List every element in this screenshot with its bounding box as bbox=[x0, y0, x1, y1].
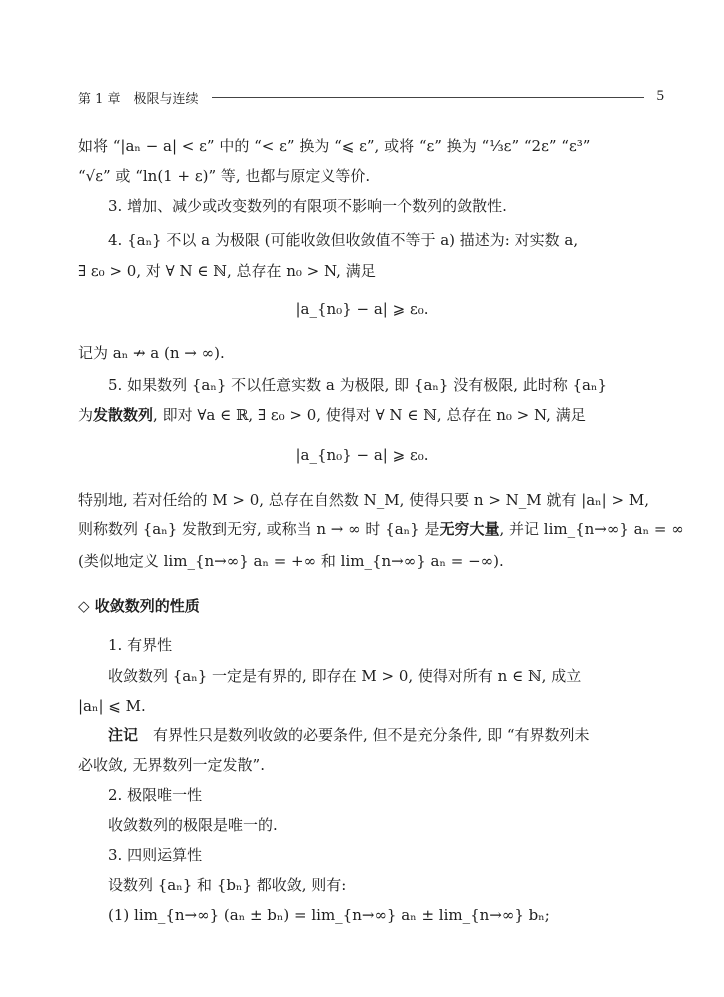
text-line: 设数列 {aₙ} 和 {bₙ} 都收敛, 则有: bbox=[108, 876, 347, 894]
text-line: 必收敛, 无界数列一定发散”. bbox=[78, 756, 265, 774]
display-formula: |a_{n₀} − a| ⩾ ε₀. bbox=[295, 446, 429, 464]
text-line: 5. 如果数列 {aₙ} 不以任意实数 a 为极限, 即 {aₙ} 没有极限, 此时称 {aₙ} bbox=[108, 376, 608, 394]
text-line: 如将 “|aₙ − a| < ε” 中的 “< ε” 换为 “⩽ ε”, 或将 “ε” 换为 “⅓ε” “2ε” “ε³” bbox=[78, 137, 591, 155]
display-formula: |a_{n₀} − a| ⩾ ε₀. bbox=[295, 300, 429, 318]
section-heading: ◇ 收敛数列的性质 bbox=[78, 597, 200, 615]
term-infinitely-large: 无穷大量 bbox=[439, 520, 500, 538]
text-line: 3. 增加、减少或改变数列的有限项不影响一个数列的敛散性. bbox=[108, 197, 507, 215]
running-header: 第 1 章 极限与连续 bbox=[78, 92, 199, 107]
text-line: 记为 aₙ ↛ a (n → ∞). bbox=[78, 344, 225, 362]
text-line: |aₙ| ⩽ M. bbox=[78, 697, 146, 715]
text-line: 特别地, 若对任给的 M > 0, 总存在自然数 N_M, 使得只要 n > N_M 就有 |aₙ| > M, bbox=[78, 491, 649, 509]
header-rule bbox=[212, 97, 644, 98]
text-line: 收敛数列 {aₙ} 一定是有界的, 即存在 M > 0, 使得对所有 n ∈ ℕ, 成立 bbox=[108, 667, 582, 685]
text-line: (1) lim_{n→∞} (aₙ ± bₙ) = lim_{n→∞} aₙ ± lim_{n→∞} bₙ; bbox=[108, 906, 550, 924]
text-line: (类似地定义 lim_{n→∞} aₙ = +∞ 和 lim_{n→∞} aₙ = −∞). bbox=[78, 552, 504, 570]
text-line: 2. 极限唯一性 bbox=[108, 786, 203, 804]
remark-label: 注记 bbox=[108, 726, 139, 744]
text-line: 为发散数列, 即对 ∀a ∈ ℝ, ∃ ε₀ > 0, 使得对 ∀ N ∈ ℕ, 总存在 n₀ > N, 满足 bbox=[78, 406, 586, 424]
text-line: 3. 四则运算性 bbox=[108, 846, 203, 864]
text-line: 4. {aₙ} 不以 a 为极限 (可能收敛但收敛值不等于 a) 描述为: 对实数 a, bbox=[108, 231, 579, 249]
text-line: 1. 有界性 bbox=[108, 636, 173, 654]
text-line: 则称数列 {aₙ} 发散到无穷, 或称当 n → ∞ 时 {aₙ} 是无穷大量, 并记 lim_{n→∞} aₙ = ∞ bbox=[78, 520, 684, 538]
text-line: “√ε” 或 “ln(1 + ε)” 等, 也都与原定义等价. bbox=[78, 167, 371, 185]
text-line: ∃ ε₀ > 0, 对 ∀ N ∈ ℕ, 总存在 n₀ > N, 满足 bbox=[78, 262, 376, 280]
page-number: 5 bbox=[656, 88, 664, 104]
text-line: 收敛数列的极限是唯一的. bbox=[108, 816, 278, 834]
term-divergent-sequence: 发散数列 bbox=[93, 406, 154, 424]
text-line: 注记 有界性只是数列收敛的必要条件, 但不是充分条件, 即 “有界数列未 bbox=[108, 726, 590, 744]
